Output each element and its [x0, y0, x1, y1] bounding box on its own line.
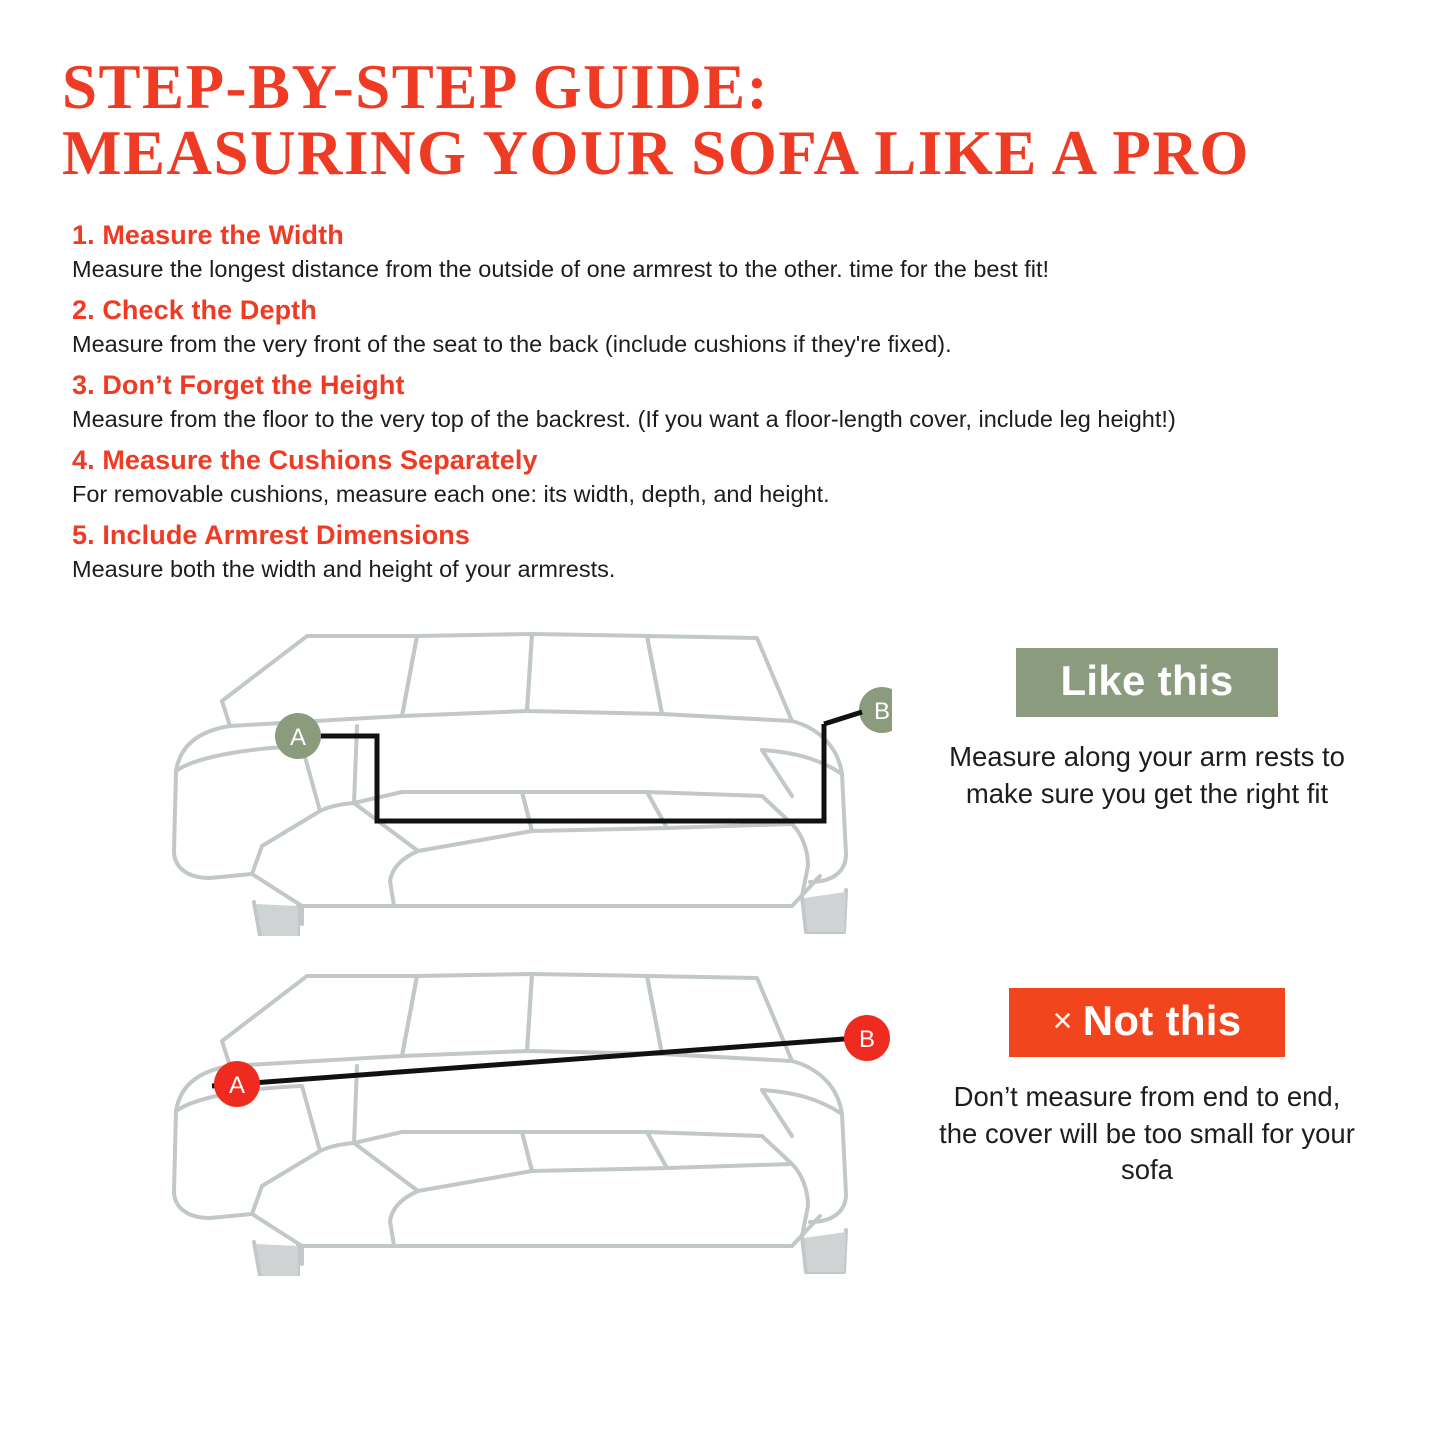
page-title	[62, 52, 1383, 188]
badge-not-this-label: Not this	[1082, 997, 1242, 1045]
step-body: Measure from the floor to the very top of the backrest. (If you want a floor-length cover, include leg height!)	[72, 406, 1176, 433]
steps-list	[62, 220, 1383, 584]
step-heading: 3. Don’t Forget the Height	[72, 370, 405, 401]
badge-like-this	[1016, 648, 1277, 717]
step-item	[62, 295, 1383, 359]
step-heading: 2. Check the Depth	[72, 295, 317, 326]
callout-incorrect	[932, 988, 1362, 1188]
illustration-area	[62, 606, 1383, 1306]
marker-a-incorrect-label: A	[228, 1072, 246, 1100]
page-title-line-1: STEP-BY-STEP GUIDE:	[62, 52, 770, 122]
page-title-line-2: MEASURING YOUR SOFA LIKE A PRO	[62, 117, 1250, 188]
step-item	[62, 445, 1383, 509]
step-body: Measure from the very front of the seat to the back (include cushions if they're fixed).	[72, 331, 952, 358]
step-item	[62, 220, 1383, 284]
callout-correct	[932, 648, 1362, 812]
sofa-illustration-incorrect	[102, 946, 892, 1276]
cross-icon: ×	[1052, 1002, 1073, 1041]
sofa-illustration-correct	[102, 606, 892, 936]
measurement-line-correct-tail	[824, 712, 862, 724]
badge-like-this-label: Like this	[1060, 657, 1234, 705]
callout-correct-caption: Measure along your arm rests to make sure you get the right fit	[949, 741, 1345, 809]
step-item	[62, 520, 1383, 584]
step-heading: 1. Measure the Width	[72, 220, 344, 251]
marker-b-incorrect-label: B	[858, 1026, 876, 1054]
step-body: Measure the longest distance from the outside of one armrest to the other. time for the best fit!	[72, 256, 1050, 283]
marker-a-correct-label: A	[289, 724, 307, 752]
sofa-diagram-incorrect	[102, 946, 892, 1276]
step-item	[62, 370, 1383, 434]
step-heading: 4. Measure the Cushions Separately	[72, 445, 538, 476]
step-body: For removable cushions, measure each one: its width, depth, and height.	[72, 481, 830, 508]
sofa-diagram-correct	[102, 606, 892, 936]
step-body: Measure both the width and height of your armrests.	[72, 556, 616, 583]
measurement-line-correct	[298, 724, 824, 821]
badge-not-this	[1009, 988, 1286, 1057]
step-heading: 5. Include Armrest Dimensions	[72, 520, 471, 551]
callout-incorrect-caption: Don’t measure from end to end, the cover will be too small for your sofa	[939, 1081, 1355, 1186]
marker-b-correct-label: B	[873, 698, 891, 726]
